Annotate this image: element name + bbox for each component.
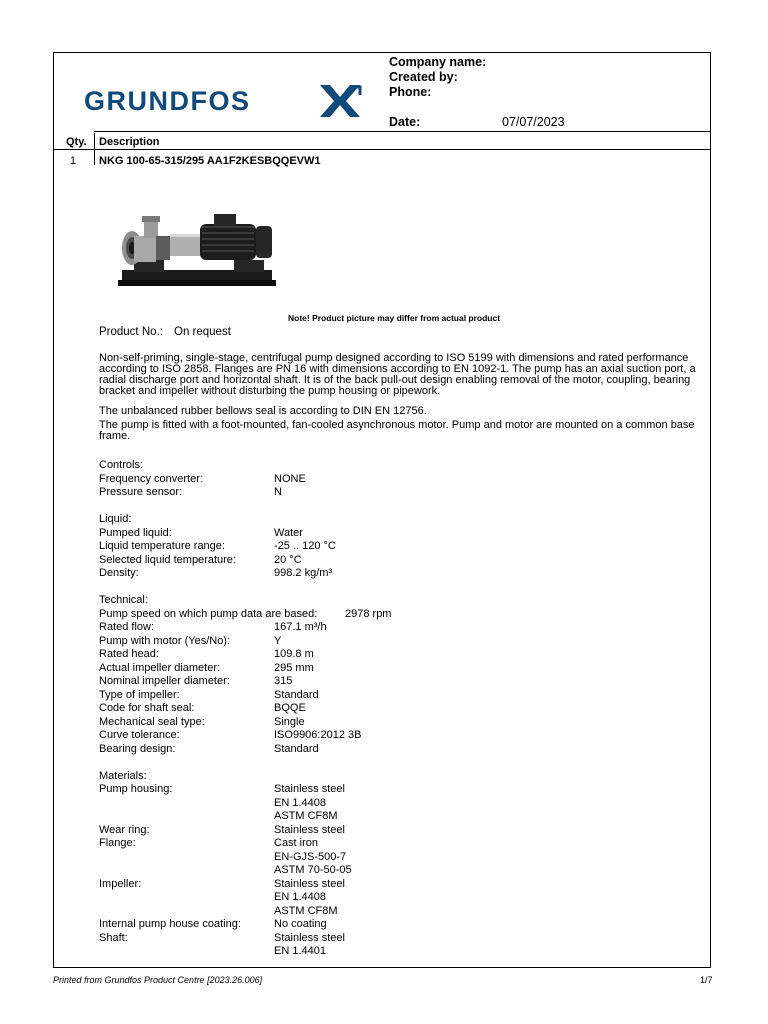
description-column-header: Description bbox=[99, 136, 160, 148]
table-header-divider bbox=[54, 149, 710, 150]
picture-note: Note! Product picture may differ from actual product bbox=[288, 313, 501, 323]
product-number-value: On request bbox=[174, 326, 231, 338]
grundfos-logo bbox=[84, 83, 384, 119]
company-name-label: Company name: bbox=[389, 55, 487, 69]
qty-value: 1 bbox=[70, 155, 77, 167]
product-title: NKG 100-65-315/295 AA1F2KESBQQEVW1 bbox=[99, 155, 321, 167]
header-divider bbox=[94, 131, 710, 132]
column-divider bbox=[94, 133, 95, 165]
footer-printed-from: Printed from Grundfos Product Centre [2023.26.006] bbox=[53, 975, 263, 985]
description-paragraph-1: Non-self-priming, single-stage, centrifugal pump designed according to ISO 5199 with dimensions and rated performance according to ISO 2858. Flanges are PN 16 with dimensions according to EN 1092-1. The pump has an axial suction port, a radial discharge port and horizontal shaft. It is of the back pull-out design enabling removal of the motor, coupling, bearing bracket and impeller without disturbing the pump housing or pipework. bbox=[99, 352, 696, 397]
description-paragraph-2: The unbalanced rubber bellows seal is according to DIN EN 12756. bbox=[99, 405, 427, 417]
date-label: Date: bbox=[389, 115, 421, 129]
product-number-label: Product No.: bbox=[99, 326, 163, 338]
page-number: 1/7 bbox=[700, 975, 713, 985]
description-paragraph-3: The pump is fitted with a foot-mounted, fan-cooled asynchronous motor. Pump and motor are mounted on a common base frame. bbox=[99, 419, 695, 442]
product-number bbox=[99, 326, 231, 338]
pump-product-image bbox=[114, 198, 284, 298]
phone-label: Phone: bbox=[389, 85, 432, 99]
created-by-label: Created by: bbox=[389, 70, 458, 84]
qty-column-header: Qty. bbox=[66, 136, 87, 148]
date-value: 07/07/2023 bbox=[502, 115, 565, 129]
brand-wordmark: GRUNDFOS bbox=[84, 86, 251, 116]
grundfos-x-icon bbox=[318, 83, 362, 119]
document-frame: GRUNDFOS Company name: Created by: Phone: Date: 07/07/2023 Qty. Description 1 NKG 100-65-315/295 AA1F2KESBQQEVW1 Note! Product picture may differ from actual product Product No.: On request Non-self-priming, single-stage, centrifugal pump designed according to ISO 5199 with dimensions and rated performance according to ISO 2858. Flanges are PN 16 with dimensions according to EN 1092-1. The pump has an axial suction port, a radial discharge port and horizontal shaft. It is of the back pull-out design enabling removal of the motor, coupling, bearing bracket and impeller without disturbing the pump housing or pipework. The unbalanced rubber bellows seal is according to DIN EN 12756. The pump is fitted with a foot-mounted, fan-cooled asynchronous motor. Pump and motor are mounted on a common base frame. Controls: Frequency converter: NONE Pressure sensor: N Liquid: Pumped liquid: Water Liquid temperature range: -25 .. 120 °C Selected liquid temperature: 20 °C Density: 998.2 kg/m³ Technical: Pump speed on which pump data are based: 2978 rpm Rated flow: 167.1 m³/h Pump with motor (Yes/No): Y Rated head: 109.8 m Actual impeller diameter: 295 mm Nominal impeller diameter: 315 Type of impeller: Standard Code for shaft seal: BQQE Mechanical seal type: Single Curve tolerance: ISO9906:2012 3B Bearing design: Standard Materials: Pump housing: Stainless steel EN 1.4408 ASTM CF8M Wear ring: Stainless steel Flange: Cast iron EN-GJS-500-7 ASTM 70-50-05 Impeller: Stainless steel EN 1.4408 ASTM CF8M Internal pump house coating: No coating Shaft: Stainless steel EN 1.4401 bbox=[53, 52, 711, 968]
header-info bbox=[389, 55, 486, 100]
